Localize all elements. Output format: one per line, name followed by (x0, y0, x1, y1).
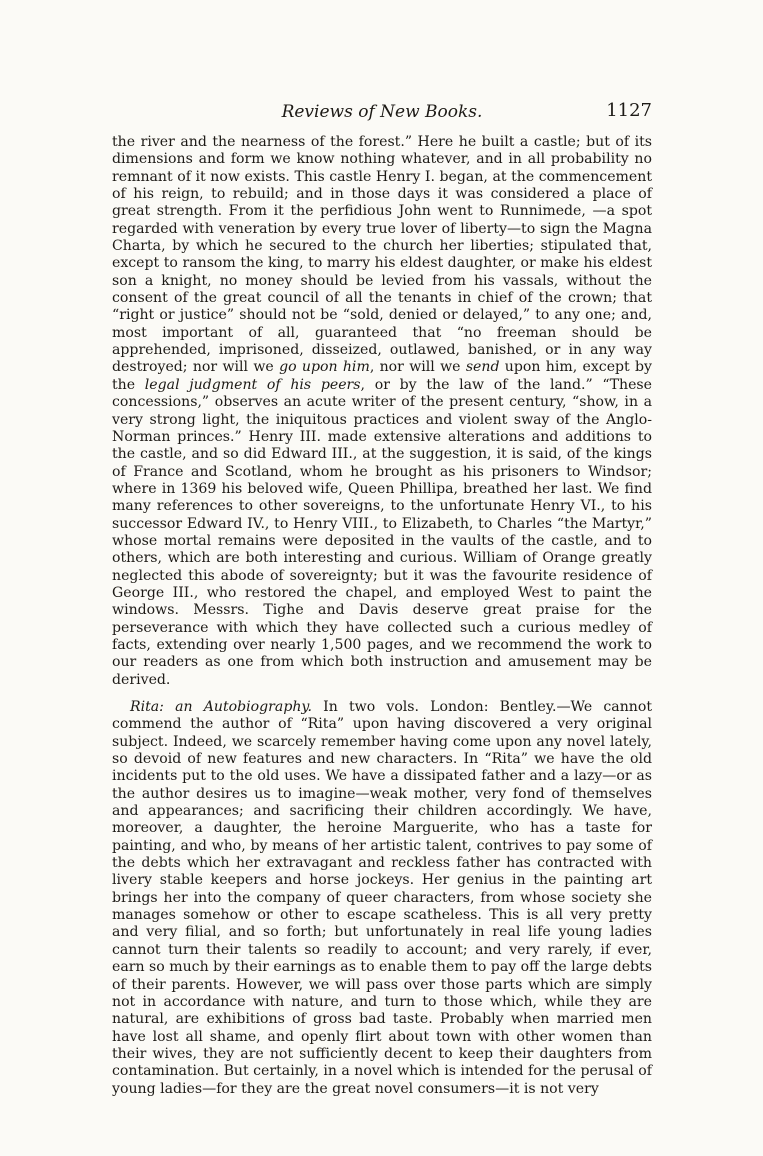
text-run: the river and the nearness of the forest.” Here he built a castle; but of its dimensions and form we know nothing whatever, and in all probability no remnant of it now exists. This castle Henry I. began, at the commencement of his reign, to rebuild; and in those days it was considered a place of great strength. From it the perfidious John went to Runnimede, —a spot regarded with veneration by every true lover of liberty—to sign the Magna Charta, by which he secured to the church her liberties; stipulated that, except to ransom the king, to marry his eldest daughter, or make his eldest son a knight, no money should be levied from his vassals, without the consent of the great council of all the tenants in chief of the crown; that “right or justice” should not be “sold, denied or delayed,” to any one; and, most important of all, guaranteed that “no freeman should be apprehended, imprisoned, disseized, outlawed, banished, or in any way destroyed; nor will we (112, 134, 652, 376)
text-run: , nor will we (369, 359, 466, 376)
italic-phrase: legal judgment of his peers (144, 376, 361, 393)
running-title: Reviews of New Books. (281, 102, 483, 122)
italic-phrase: go upon him (279, 359, 370, 376)
text-run: , or by the law of the land.” “These concessions,” observes an acute writer of the present century, “show, in a very strong light, the iniquitous practices and violent sway of the Anglo-Norman princes.” Henry III. made extensive alterations and additions to the castle, and so did Edward III., at the suggestion, it is said, of the kings of France and Scotland, whom he brought as his prisoners to Windsor; where in 1369 his beloved wife, Queen Phillipa, breathed her last. We find many references to other sovereigns, to the unfortunate Henry VI., to his successor Edward IV., to Henry VIII., to Elizabeth, to Charles “the Martyr,” whose mortal remains were deposited in the vaults of the castle, and to others, which are both interesting and curious. William of Orange greatly neglected this abode of sovereignty; but it was the favourite residence of George III., who restored the chapel, and employed West to paint the windows. Messrs. Tighe and Davis deserve great praise for the perseverance with which they have collected such a curious medley of facts, extending over nearly 1,500 pages, and we recommend the work to our readers as one from which both instruction and amusement may be derived. (112, 376, 652, 688)
book-title: Rita: an Autobiography. (130, 699, 312, 715)
text-run: upon him, except by the (112, 359, 653, 393)
page-number: 1127 (606, 100, 652, 121)
review-rita (112, 699, 652, 1098)
italic-phrase: send (465, 359, 500, 376)
review-windsor-castle (112, 134, 652, 689)
review-text: In two vols. London: Bentley.—We cannot commend the author of “Rita” upon having discovered a very original subject. Indeed, we scarcely remember having come upon any novel lately, so devoid of new features and new characters. In “Rita” we have the old incidents put to the old uses. We have a dissipated father and a lazy—or as the author desires us to imagine—weak mother, very fond of themselves and appearances; and sacrificing their children accordingly. We have, moreover, a daughter, the heroine Marguerite, who has a taste for painting, and who, by means of her artistic talent, contrives to pay some of the debts which her extravagant and reckless father has contracted with livery stable keepers and horse jockeys. Her genius in the painting art brings her into the company of queer characters, from whose society she manages somehow or other to escape scatheless. This is all very pretty and very filial, and so forth; but unfortunately in real life young ladies cannot turn their talents so readily to account; and very rarely, if ever, earn so much by their earnings as to enable them to pay off the large debts of their parents. However, we will pass over those parts which are simply not in accordance with nature, and turn to those which, while they are natural, are exhibitions of gross bad taste. Probably when married men have lost all shame, and openly flirt about town with other women than their wives, they are not sufficiently decent to keep their daughters from contamination. But certainly, in a novel which is intended for the perusal of young ladies—for they are the great novel consumers—it is not very (112, 699, 652, 1097)
page-body (112, 134, 652, 1098)
page-header (112, 100, 652, 126)
